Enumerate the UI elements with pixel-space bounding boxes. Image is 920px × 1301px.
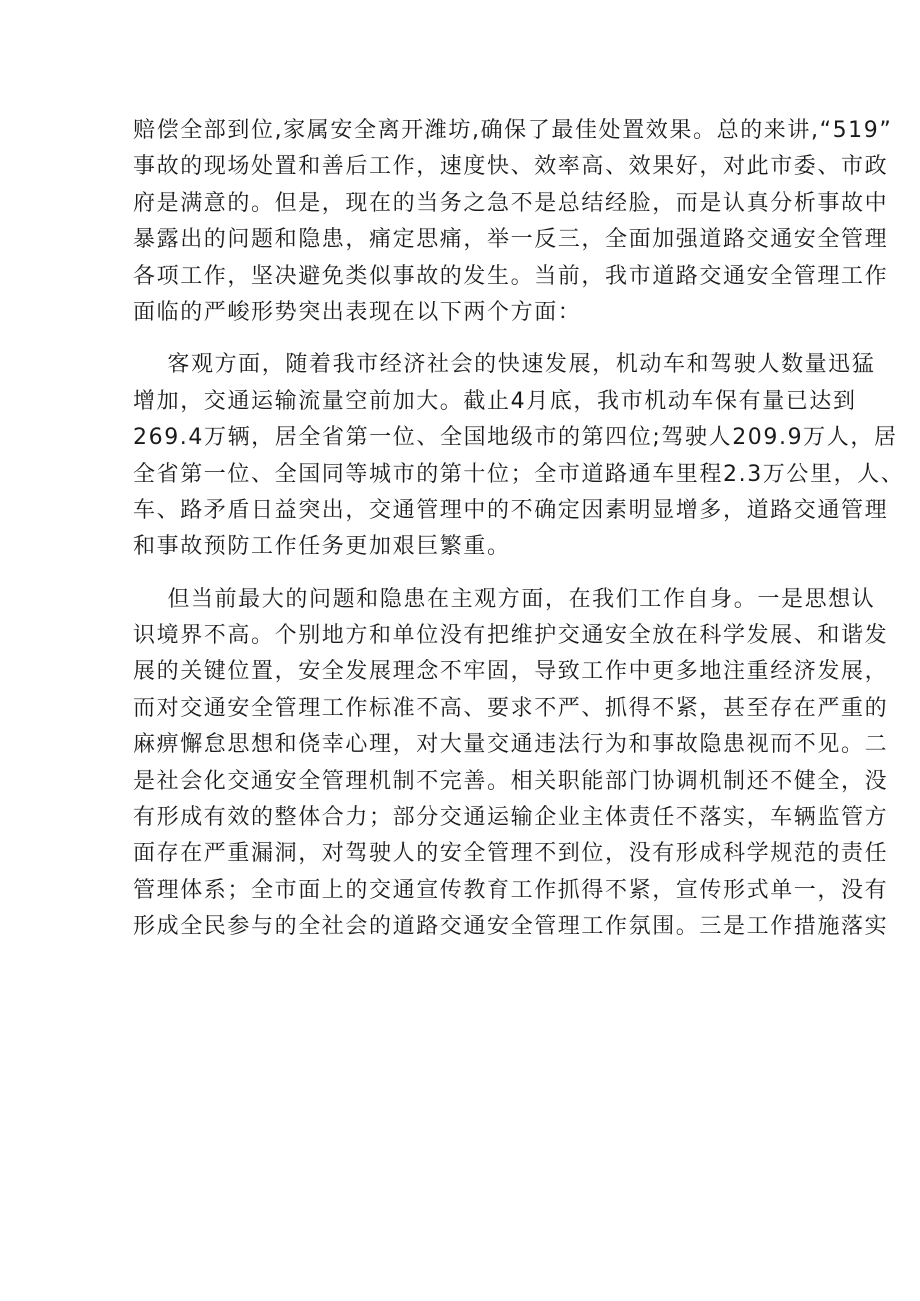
text-line: 面存在严重漏洞，对驾驶人的安全管理不到位，没有形成科学规范的责任 — [133, 841, 889, 867]
text-line: 全省第一位、全国同等城市的第十位；全市道路通车里程2.3万公里，人、 — [133, 461, 905, 487]
text-line: 展的关键位置，安全发展理念不牢固，导致工作中更多地注重经济发展， — [133, 659, 889, 685]
text-line: 形成全民参与的全社会的道路交通安全管理工作氛围。三是工作措施落实 — [133, 914, 889, 940]
text-line: 府是满意的。但是，现在的当务之急不是总结经脸，而是认真分析事故中 — [133, 190, 889, 216]
text-line: 269.4万辆，居全省第一位、全国地级市的第四位;驾驶人209.9万人，居 — [133, 425, 898, 451]
text-line: 增加，交通运输流量空前加大。截止4月底，我市机动车保有量已达到 — [133, 388, 857, 414]
text-line: 有形成有效的整体合力；部分交通运输企业主体责任不落实，车辆监管方 — [133, 805, 889, 831]
text-line: 麻痹懈怠思想和侥幸心理，对大量交通违法行为和事故隐患视而不见。二 — [133, 732, 889, 758]
text-line: 暴露出的问题和隐患，痛定思痛，举一反三，全面加强道路交通安全管理 — [133, 227, 889, 253]
paragraph-3 — [133, 582, 889, 946]
text-line: 识境界不高。个别地方和单位没有把维护交通安全放在科学发展、和谐发 — [133, 623, 889, 649]
text-line: 是社会化交通安全管理机制不完善。相关职能部门协调机制还不健全，没 — [133, 768, 889, 794]
text-line: 但当前最大的问题和隐患在主观方面，在我们工作自身。一是思想认 — [133, 586, 876, 612]
text-line: 客观方面，随着我市经济社会的快速发展，机动车和驾驶人数量迅猛 — [133, 352, 876, 378]
paragraph-2 — [133, 347, 905, 565]
text-line: 而对交通安全管理工作标准不高、要求不严、抓得不紧，甚至存在严重的 — [133, 695, 889, 721]
paragraph-1 — [133, 113, 893, 331]
text-line: 各项工作，坚决避免类似事故的发生。当前，我市道路交通安全管理工作 — [133, 263, 889, 289]
text-line: 赔偿全部到位,家属安全离开潍坊,确保了最佳处置效果。总的来讲,“519” — [133, 118, 893, 143]
text-line: 车、路矛盾日益突出，交通管理中的不确定因素明显增多，道路交通管理 — [133, 497, 889, 523]
text-line: 事故的现场处置和善后工作，速度快、效率高、效果好，对此市委、市政 — [133, 154, 889, 180]
text-line: 管理体系；全市面上的交通宣传教育工作抓得不紧，宣传形式单一，没有 — [133, 877, 889, 903]
text-line: 面临的严峻形势突出表现在以下两个方面： — [133, 299, 582, 325]
text-line: 和事故预防工作任务更加艰巨繁重。 — [133, 534, 511, 560]
document-body — [133, 113, 905, 946]
